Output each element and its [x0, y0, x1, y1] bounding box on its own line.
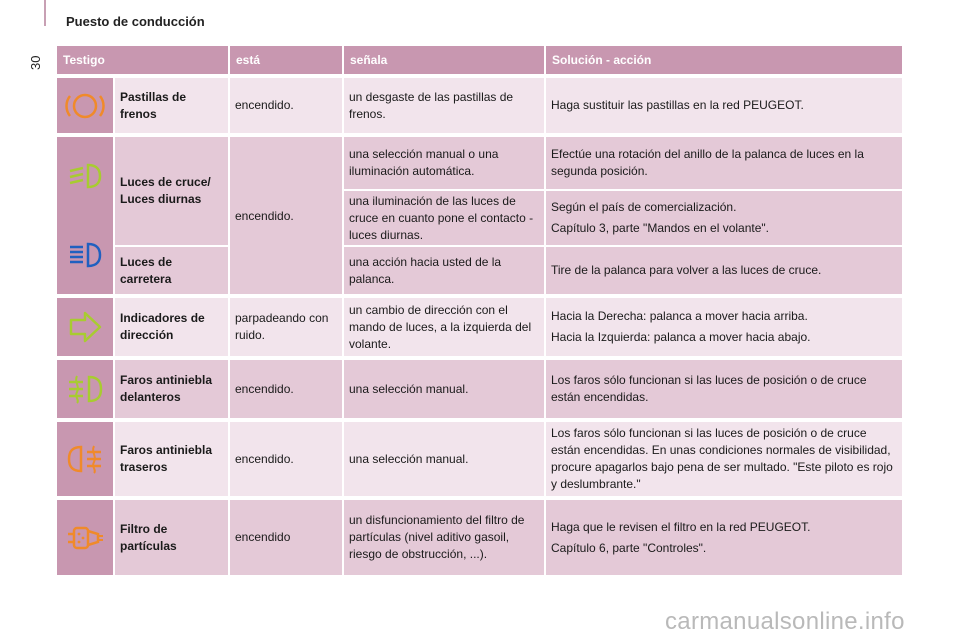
page-title: Puesto de conducción [66, 14, 205, 29]
lights-group [57, 137, 902, 294]
light-signal: una selección manual. [344, 422, 546, 496]
page-number: 30 [28, 55, 43, 70]
table-row [57, 298, 902, 356]
table-row [57, 360, 902, 418]
light-signal: un cambio de dirección con el mando de luces, a la izquierda del volante. [344, 298, 546, 356]
light-action: Haga sustituir las pastillas en la red PEUGEOT. [546, 78, 902, 133]
table-row [344, 245, 902, 294]
light-state: encendido. [230, 360, 344, 418]
light-name: Luces de carretera [115, 245, 228, 294]
light-signal: una acción hacia usted de la palanca. [344, 247, 546, 294]
table-row [57, 500, 902, 575]
light-signal: una selección manual o una iluminación automática. [344, 137, 546, 189]
watermark: carmanualsonline.info [665, 608, 905, 635]
light-action: Haga que le revisen el filtro en la red PEUGEOT. Capítulo 6, parte "Controles". [546, 500, 902, 575]
col-header-solucion: Solución - acción [552, 53, 652, 67]
light-action: Efectúe una rotación del anillo de la palanca de luces en la segunda posición. [546, 137, 902, 189]
light-signal: una iluminación de las luces de cruce en cuanto pone el contacto - luces diurnas. [344, 191, 546, 245]
table-row [57, 422, 902, 496]
brake-pads-icon [57, 78, 115, 133]
turn-indicator-icon [57, 298, 115, 356]
light-state: encendido. [230, 422, 344, 496]
light-state: encendido. [230, 78, 344, 133]
light-state: parpadeando con ruido. [230, 298, 344, 356]
light-name: Luces de cruce/ Luces diurnas [115, 137, 228, 245]
col-header-esta: está [230, 46, 344, 74]
rear-fog-icon [57, 422, 115, 496]
particle-filter-icon [57, 500, 115, 575]
light-action: Los faros sólo funcionan si las luces de posición o de cruce están encendidas. [546, 360, 902, 418]
light-name: Faros antiniebla traseros [115, 422, 230, 496]
col-header-testigo: Testigo [57, 46, 230, 74]
table-row [57, 78, 902, 133]
light-state: encendido. [230, 137, 344, 294]
warning-lights-table [57, 46, 902, 575]
light-action: Tire de la palanca para volver a las luces de cruce. [546, 247, 902, 294]
dipped-beam-icon [66, 161, 104, 191]
light-name: Pastillas de frenos [115, 78, 230, 133]
light-action: Según el país de comercialización. Capítulo 3, parte "Mandos en el volante". [546, 191, 902, 245]
light-signal: un disfuncionamiento del filtro de partículas (nivel aditivo gasoil, riesgo de obstrucción, ...). [344, 500, 546, 575]
col-header-senala: señala [344, 46, 546, 74]
light-signal: una selección manual. [344, 360, 546, 418]
light-name: Faros antiniebla delanteros [115, 360, 230, 418]
light-action: Hacia la Derecha: palanca a mover hacia arriba. Hacia la Izquierda: palanca a mover hacia abajo. [546, 298, 902, 356]
light-name: Indicadores de dirección [115, 298, 230, 356]
light-state: encendido [230, 500, 344, 575]
margin-rule [44, 0, 46, 26]
light-signal: un desgaste de las pastillas de frenos. [344, 78, 546, 133]
main-beam-icon [66, 240, 104, 270]
table-row [344, 189, 902, 245]
light-action: Los faros sólo funcionan si las luces de posición o de cruce están encendidas. En unas condiciones normales de visibilidad, procure apagarlos bajo pena de ser multado. "Este piloto es rojo y deslumbrante." [546, 422, 902, 496]
table-row [344, 137, 902, 189]
front-fog-icon [57, 360, 115, 418]
light-name: Filtro de partículas [115, 500, 230, 575]
table-header [57, 46, 902, 74]
